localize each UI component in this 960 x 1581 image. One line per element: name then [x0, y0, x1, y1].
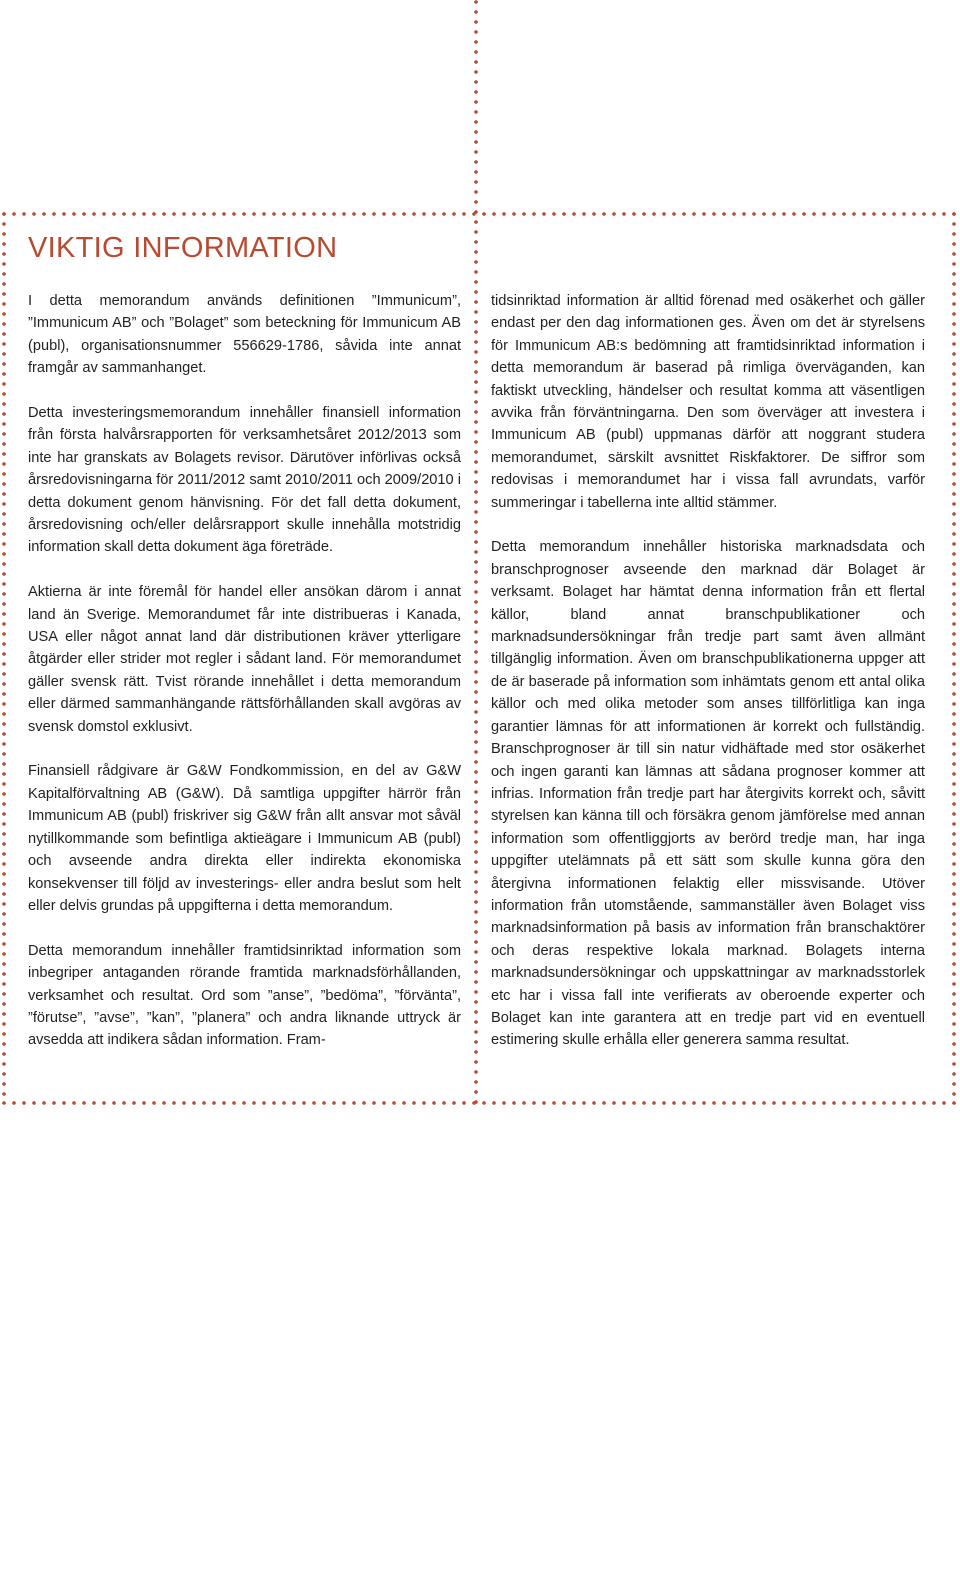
dotted-column-divider: [474, 0, 478, 1104]
paragraph-financial-advisor: Finansiell rådgivare är G&W Fondkommission, en del av G&W Kapitalförvaltning AB (G&W). Då samtliga uppgifter härrör från Immunicum AB (publ) friskriver sig G&W från allt ansvar mot såväl nytillkommande som befintliga aktieägare i Immunicum AB (publ) och avseende andra direkta eller indirekta ekonomiska konsekvenser till följd av investerings- eller andra beslut som helt eller delvis grundas på uppgifterna i detta memorandum.: [28, 763, 461, 914]
dotted-border-right: [952, 212, 956, 1104]
paragraph-financial-information: Detta investeringsmemorandum innehåller finansiell information från första halvårsrapporten för verksamhetsåret 2012/2013 som inte har granskats av Bolagets revisor. Därutöver införlivas också årsredovisningarna för 2011/2012 samt 2010/2011 och 2009/2010 i detta dokument genom hänvisning. För det fall detta dokument, årsredovisning och/eller delårsrapport skulle innehålla motstridig information skall detta dokument äga företräde.: [28, 405, 461, 556]
page-title: VIKTIG INFORMATION: [28, 232, 338, 264]
right-text-column: [491, 290, 925, 1052]
dotted-border-top: [2, 212, 960, 216]
paragraph-distribution-restrictions: Aktierna är inte föremål för handel eller ansökan därom i annat land än Sverige. Memorandumet får inte distribueras i Kanada, USA eller något annat land där distributionen kräver ytterligare åtgärder eller strider mot regler i sådant land. För memorandumet gäller svensk rätt. Tvist rörande innehållet i detta memorandum eller därmed sammanhängande rättsförhållanden skall avgöras av svensk domstol exklusivt.: [28, 584, 461, 735]
dotted-border-bottom: [2, 1101, 960, 1105]
dotted-border-left: [2, 212, 6, 1104]
paragraph-forward-looking-start: Detta memorandum innehåller framtidsinriktad information som inbegriper antaganden rörande framtida marknadsförhållanden, verksamhet och resultat. Ord som ”anse”, ”bedöma”, ”förvänta”, ”förutse”, ”avse”, ”kan”, ”planera” och andra liknande uttryck är avsedda att indikera sådan information. Fram-: [28, 942, 461, 1049]
paragraph-forward-looking-continued: tidsinriktad information är alltid förenad med osäkerhet och gäller endast per den dag informationen ges. Även om det är styrelsens för Immunicum AB:s bedömning att framtidsinriktad information i detta memorandum är baserad på rimliga överväganden, kan faktiskt utveckling, händelser och resultat komma att väsentligen avvika från förväntningarna. Den som överväger att investera i Immunicum AB (publ) uppmanas därför att noggrant studera memorandumet, särskilt avsnittet Riskfaktorer. De siffror som redovisas i memorandumet har i vissa fall avrundats, varför summeringar i tabellerna inte alltid stämmer.: [491, 293, 925, 511]
paragraph-definitions: I detta memorandum används definitionen ”Immunicum”, ”Immunicum AB” och ”Bolaget” som beteckning för Immunicum AB (publ), organisationsnummer 556629-1786, såvida inte annat framgår av sammanhanget.: [28, 293, 461, 377]
paragraph-market-data: Detta memorandum innehåller historiska marknadsdata och branschprognoser avseende den marknad där Bolaget är verksamt. Bolaget har hämtat denna information från ett flertal källor, bland annat branschpublikationer och marknadsundersökningar från tredje part samt även allmänt tillgänglig information. Även om branschpublikationerna uppger att de är baserade på information som inhämtats genom ett antal olika källor och med olika metoder som anses tillförlitliga kan inga garantier lämnas för att informationen är korrekt och fullständig. Branschprognoser är till sin natur vidhäftade med stor osäkerhet och ingen garanti kan lämnas att sådana prognoser kommer att infrias. Information från tredje part har återgivits korrekt och, såvitt styrelsen kan känna till och försäkra genom jämförelse med annan information som offentliggjorts av berörd tredje man, har inga uppgifter utelämnats på ett sätt som skulle kunna göra den återgivna informationen felaktig eller missvisande. Utöver information från utomstående, sammanställer även Bolaget viss marknadsinformation på basis av information från branschaktörer och deras respektive lokala marknad. Bolagets interna marknadsundersökningar och uppskattningar av marknadsstorlek etc har i vissa fall inte verifierats av oberoende experter och Bolaget kan inte garantera att en tredje part vid en eventuell estimering skulle erhålla eller generera samma resultat.: [491, 539, 925, 1049]
left-text-column: [28, 290, 461, 1052]
